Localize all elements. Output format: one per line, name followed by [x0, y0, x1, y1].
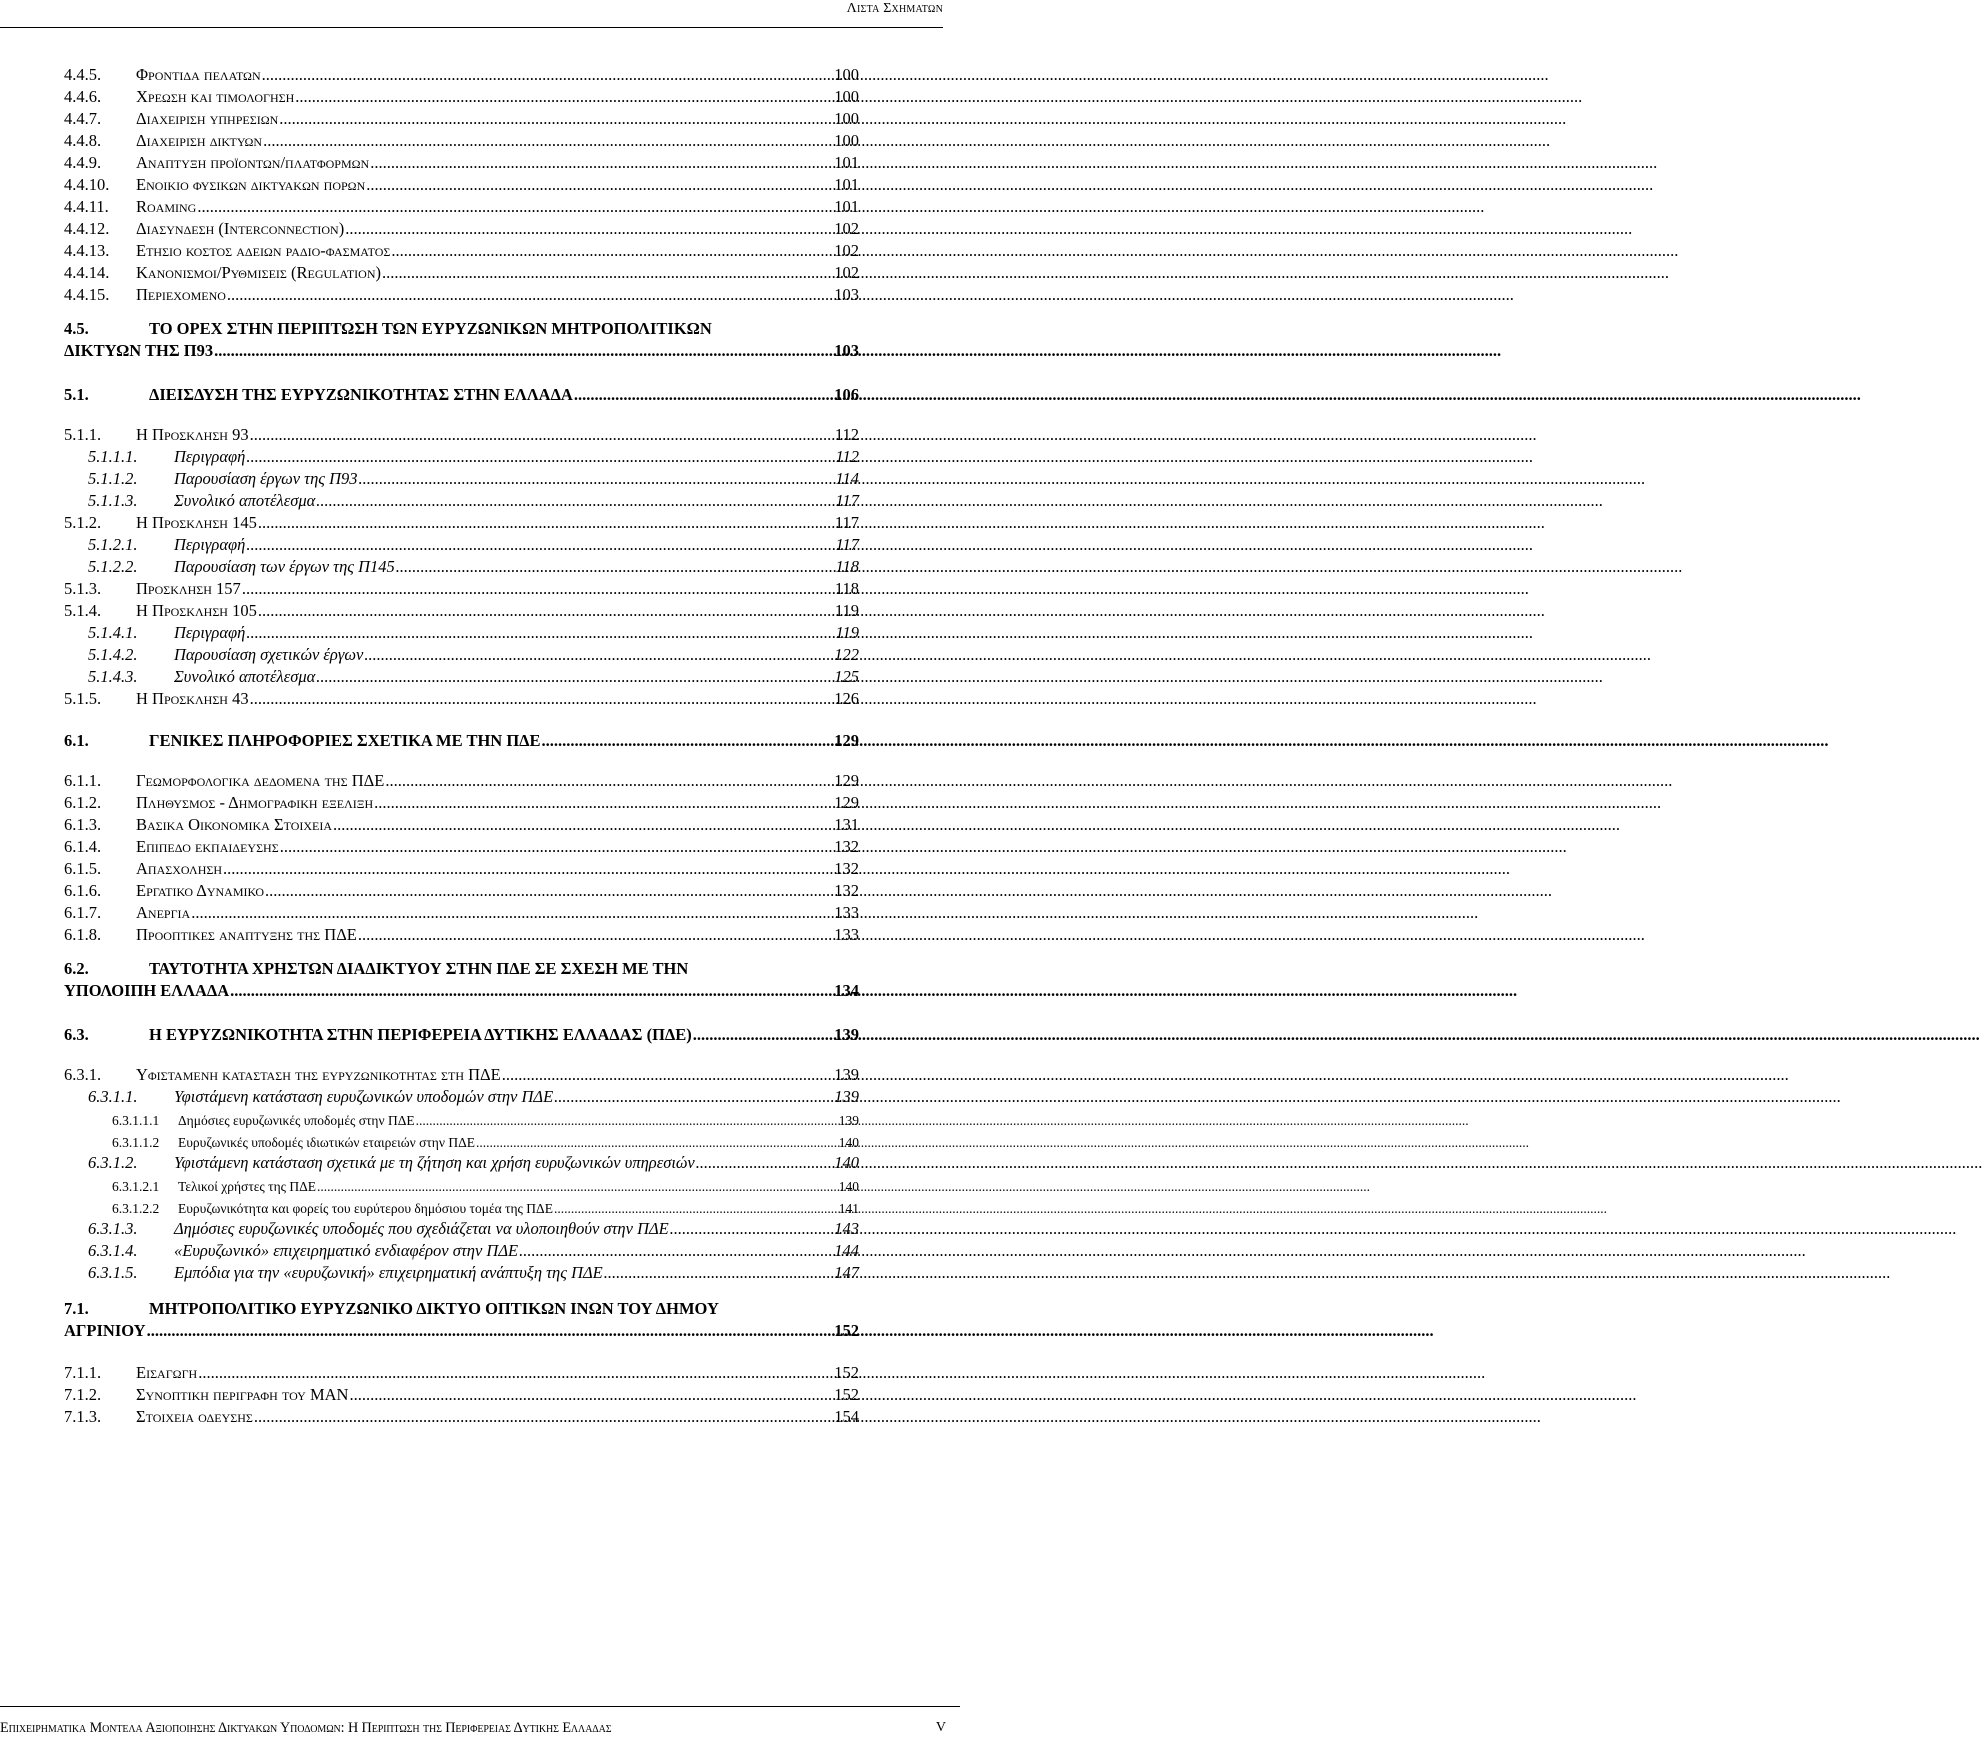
toc-entry-page: 126 [834, 689, 859, 708]
toc-entry[interactable] [64, 195, 859, 217]
toc-entry-title: Περιγραφή [174, 447, 246, 466]
toc-entry-number: 6.1.7. [64, 903, 102, 922]
toc-entry-page: 117 [835, 491, 859, 510]
toc-dot-leader [502, 1065, 834, 1085]
toc-entry-number: 5.1.2.2. [88, 557, 138, 576]
toc-dot-leader [476, 1135, 838, 1151]
toc-entry[interactable] [64, 1063, 859, 1085]
toc-entry-title: Η Προσκληση 43 [136, 689, 249, 708]
toc-entry-number: 7.1. [64, 1299, 89, 1318]
toc-entry-number: 4.4.14. [64, 263, 110, 282]
toc-entry-number: 4.4.12. [64, 219, 110, 238]
toc-dot-leader [333, 815, 833, 835]
toc-dot-leader [280, 837, 834, 857]
toc-entry-page: 141 [838, 1201, 859, 1216]
toc-entry-title: Βασικα Οικονομικα Στοιχεια [136, 815, 333, 834]
toc-entry-title: Περιγραφή [174, 535, 246, 554]
toc-entry-title: Διαχειριση δικτυων [136, 131, 263, 150]
toc-entry[interactable] [64, 957, 859, 979]
toc-entry-title: Συνοπτικη περιγραφη του MAN [136, 1385, 349, 1404]
toc-entry-page: 154 [834, 1407, 859, 1426]
toc-entry-title: Πληθυσμος - Δημογραφικη εξελιξη [136, 793, 374, 812]
toc-entry-title: ΔΙΚΤΥΩΝ ΤΗΣ Π93 [64, 341, 214, 360]
toc-entry-title: ΓΕΝΙΚΕΣ ΠΛΗΡΟΦΟΡΙΕΣ ΣΧΕΤΙΚΑ ΜΕ ΤΗΝ ΠΔΕ [149, 731, 541, 750]
toc-entry-title: Περιγραφή [174, 623, 246, 642]
toc-entry-title: Παρουσίαση των έργων της Π145 [174, 557, 395, 576]
toc-dot-leader [262, 65, 834, 85]
toc-dot-leader [295, 87, 833, 107]
toc-entry-number: 6.3.1.4. [88, 1241, 138, 1260]
toc-entry-title: Δημόσιες ευρυζωνικές υποδομές που σχεδιάζεται να υλοποιηθούν στην ΠΔΕ [174, 1219, 669, 1238]
toc-dot-leader [345, 219, 833, 239]
toc-entry-page: 112 [834, 425, 859, 444]
toc-entry-page: 100 [834, 65, 859, 84]
toc-entry[interactable] [64, 129, 859, 151]
toc-dot-leader [317, 1179, 838, 1195]
toc-entry[interactable] [112, 1129, 859, 1151]
toc-entry-title: Η Προσκληση 105 [136, 601, 257, 620]
toc-entry-title: Ανεργια [136, 903, 191, 922]
toc-entry-title: Περιεχομενο [136, 285, 226, 304]
toc-entry-title: Προοπτικες αναπτυξης της ΠΔΕ [136, 925, 357, 944]
toc-entry[interactable] [64, 173, 859, 195]
toc-entry-page: 129 [834, 731, 859, 750]
toc-dot-leader [382, 263, 833, 283]
toc-entry-title: Επιπεδο εκπαιδευσης [136, 837, 279, 856]
toc-dot-leader [258, 513, 834, 533]
toc-entry-page: 101 [834, 197, 859, 216]
toc-entry-title: Τελικοί χρήστες της ΠΔΕ [178, 1179, 317, 1194]
toc-entry-page: 132 [834, 881, 859, 900]
toc-entry[interactable] [64, 1383, 859, 1405]
toc-entry-number: 5.1.4.1. [88, 623, 138, 642]
toc-entry-page: 129 [834, 793, 859, 812]
toc-entry-title: Roaming [136, 197, 197, 216]
toc-dot-leader [246, 535, 834, 555]
toc-entry[interactable] [64, 511, 859, 533]
toc-dot-leader [250, 689, 834, 709]
toc-dot-leader [604, 1263, 834, 1283]
toc-entry[interactable] [64, 261, 859, 283]
toc-dot-leader [359, 469, 835, 489]
toc-entry-page: 117 [835, 535, 859, 554]
toc-entry-number: 6.1.4. [64, 837, 102, 856]
toc-entry-number: 5.1.4. [64, 601, 102, 620]
toc-entry-number: 4.4.15. [64, 285, 110, 304]
toc-entry[interactable] [88, 1261, 859, 1283]
toc-entry-page: 100 [834, 109, 859, 128]
toc-entry-number: 5.1.1. [64, 425, 102, 444]
toc-entry-page: 152 [834, 1385, 859, 1404]
toc-entry-number: 6.3.1.2.1 [112, 1179, 160, 1194]
toc-entry[interactable] [112, 1195, 859, 1217]
toc-entry[interactable] [112, 1173, 859, 1195]
toc-entry-page: 125 [834, 667, 859, 686]
toc-dot-leader [246, 447, 834, 467]
toc-entry-page: 100 [834, 87, 859, 106]
toc-entry-number: 6.3.1.3. [88, 1219, 138, 1238]
toc-entry[interactable] [64, 217, 859, 239]
toc-entry-number: 5.1.4.3. [88, 667, 138, 686]
toc-entry[interactable] [88, 665, 859, 687]
toc-entry-number: 6.3.1.2.2 [112, 1201, 160, 1216]
toc-entry-page: 118 [835, 557, 859, 576]
toc-entry-page: 119 [835, 623, 859, 642]
toc-entry-number: 6.3. [64, 1025, 89, 1044]
toc-entry-page: 114 [835, 469, 859, 488]
toc-entry-number: 4.5. [64, 319, 89, 338]
toc-entry-page: 140 [838, 1135, 859, 1150]
toc-entry[interactable] [88, 445, 859, 467]
toc-entry-page: 102 [834, 219, 859, 238]
toc-entry-title: Παρουσίαση σχετικών έργων [174, 645, 364, 664]
toc-entry-page: 102 [834, 263, 859, 282]
toc-dot-leader [385, 771, 833, 791]
toc-entry[interactable] [64, 1405, 859, 1427]
toc-entry[interactable] [112, 1107, 859, 1129]
toc-entry-number: 5.1.1.2. [88, 469, 138, 488]
toc-dot-leader [670, 1219, 834, 1239]
toc-entry-number: 4.4.13. [64, 241, 110, 260]
toc-entry[interactable] [64, 577, 859, 599]
toc-entry-page: 132 [834, 837, 859, 856]
toc-entry[interactable] [64, 239, 859, 261]
toc-entry-number: 6.1.5. [64, 859, 102, 878]
header-title: Λιστα Σχηματων [846, 1, 943, 16]
toc-dot-leader [263, 131, 833, 151]
toc-entry-number: 6.3.1.1. [88, 1087, 138, 1106]
toc-entry[interactable] [64, 979, 859, 1001]
toc-dot-leader [265, 881, 833, 901]
toc-entry[interactable] [64, 423, 859, 445]
toc-dot-leader [519, 1241, 833, 1261]
toc-entry-page: 139 [834, 1025, 859, 1044]
toc-entry-page: 131 [834, 815, 859, 834]
toc-dot-leader [316, 491, 834, 511]
toc-entry[interactable] [88, 489, 859, 511]
toc-entry-number: 5.1.3. [64, 579, 102, 598]
toc-entry-page: 133 [834, 925, 859, 944]
toc-dot-leader [554, 1087, 833, 1107]
toc-dot-leader [693, 1025, 833, 1045]
toc-entry-number: 4.4.11. [64, 197, 109, 216]
toc-entry[interactable] [64, 339, 859, 361]
toc-entry-page: 129 [834, 771, 859, 790]
toc-entry-page: 132 [834, 859, 859, 878]
toc-entry-page: 143 [834, 1219, 859, 1238]
toc-entry-number: 5.1.5. [64, 689, 102, 708]
toc-dot-leader [197, 197, 833, 217]
toc-dot-leader [358, 925, 833, 945]
toc-entry-page: 139 [838, 1113, 859, 1128]
toc-entry-number: 5.1. [64, 385, 89, 404]
toc-entry-number: 7.1.1. [64, 1363, 102, 1382]
toc-entry-title: ΑΓΡΙΝΙΟΥ [64, 1321, 146, 1340]
toc-entry[interactable] [64, 835, 859, 857]
toc-dot-leader [147, 1321, 834, 1341]
toc-dot-leader [391, 241, 833, 261]
toc-entry[interactable] [64, 1023, 859, 1045]
toc-entry[interactable] [88, 555, 859, 577]
toc-entry-title: Η Προσκληση 93 [136, 425, 249, 444]
footer-page-number: V [935, 1720, 946, 1735]
toc-entry-number: 4.4.5. [64, 65, 102, 84]
toc-entry-title: Διασυνδεση (Interconnection) [136, 219, 345, 238]
toc-entry-title: Συνολικό αποτέλεσμα [174, 491, 316, 510]
toc-entry-number: 6.3.1. [64, 1065, 102, 1084]
toc-dot-leader [191, 903, 833, 923]
toc-entry[interactable] [64, 879, 859, 901]
toc-entry[interactable] [64, 1361, 859, 1383]
toc-entry[interactable] [64, 151, 859, 173]
toc-dot-leader [396, 557, 835, 577]
toc-entry[interactable] [64, 85, 859, 107]
toc-entry-page: 102 [834, 241, 859, 260]
toc-entry[interactable] [88, 621, 859, 643]
toc-entry-title: Χρεωση και τιμολογηση [136, 87, 295, 106]
toc-entry-number: 6.3.1.2. [88, 1153, 138, 1172]
toc-entry-page: 106 [834, 385, 859, 404]
toc-dot-leader [223, 859, 833, 879]
toc-entry-title: Συνολικό αποτέλεσμα [174, 667, 316, 686]
toc-entry[interactable] [88, 1151, 859, 1173]
toc-entry-title: Ετησιο κοστος αδειων ραδιο-φασματος [136, 241, 391, 260]
toc-entry-page: 144 [834, 1241, 859, 1260]
toc-entry[interactable] [88, 467, 859, 489]
toc-entry-number: 5.1.1.3. [88, 491, 138, 510]
toc-entry-title: Εμπόδια για την «ευρυζωνική» επιχειρηματική ανάπτυξη της ΠΔΕ [174, 1263, 603, 1282]
toc-entry-title: Δημόσιες ευρυζωνικές υποδομές στην ΠΔΕ [178, 1113, 415, 1128]
toc-entry-number: 7.1.3. [64, 1407, 102, 1426]
toc-dot-leader [254, 1407, 833, 1427]
toc-entry-number: 6.1.2. [64, 793, 102, 812]
toc-entry-number: 5.1.2. [64, 513, 102, 532]
toc-entry[interactable] [88, 533, 859, 555]
toc-entry-title: «Ευρυζωνικό» επιχειρηματικό ενδιαφέρον στην ΠΔΕ [174, 1241, 519, 1260]
toc-dot-leader [554, 1201, 838, 1217]
toc-entry-number: 5.1.2.1. [88, 535, 138, 554]
toc-entry-title: Προσκληση 157 [136, 579, 241, 598]
toc-entry-title: ΔΙΕΙΣΔΥΣΗ ΤΗΣ ΕΥΡΥΖΩΝΙΚΟΤΗΤΑΣ ΣΤΗΝ ΕΛΛΑΔΑ [149, 385, 573, 404]
toc-entry[interactable] [88, 1239, 859, 1261]
toc-entry-title: Η ΕΥΡΥΖΩΝΙΚΟΤΗΤΑ ΣΤΗΝ ΠΕΡΙΦΕΡΕΙΑ ΔΥΤΙΚΗΣ ΕΛΛΑΔΑΣ (ΠΔΕ) [149, 1025, 692, 1044]
toc-entry[interactable] [64, 1297, 859, 1319]
toc-dot-leader [364, 645, 833, 665]
toc-entry[interactable] [64, 857, 859, 879]
toc-entry[interactable] [64, 63, 859, 85]
toc-entry-number: 6.3.1.5. [88, 1263, 138, 1282]
toc-dot-leader [230, 981, 833, 1001]
toc-dot-leader [227, 285, 833, 305]
toc-entry[interactable] [64, 729, 859, 751]
toc-dot-leader [198, 1363, 833, 1383]
toc-entry[interactable] [88, 1217, 859, 1239]
toc-entry-page: 117 [834, 513, 859, 532]
toc-entry-page: 139 [834, 1087, 859, 1106]
toc-entry-page: 100 [834, 131, 859, 150]
footer-title: Επιχειρηματικα Μοντελα Αξιοποιησης Δικτυακων Υποδομων: Η Περιπτωση της Περιφερειας Δυτικης Ελλαδας [0, 1720, 612, 1736]
toc-entry-page: 112 [835, 447, 859, 466]
toc-entry-number: 6.1.3. [64, 815, 102, 834]
toc-dot-leader [214, 341, 833, 361]
toc-entry[interactable] [64, 1319, 859, 1341]
toc-entry-page: 140 [838, 1179, 859, 1194]
toc-dot-leader [574, 385, 833, 405]
toc-entry[interactable] [64, 599, 859, 621]
toc-entry-title: Υφισταμενη καταστασh της ευρυζωνικοτητας στη ΠΔΕ [136, 1065, 501, 1084]
toc-entry-number: 4.4.8. [64, 131, 102, 150]
toc-dot-leader [316, 667, 833, 687]
toc-entry-title: Η Προσκληση 145 [136, 513, 257, 532]
toc-entry-page: 133 [834, 903, 859, 922]
toc-entry-title: Κανονισμοι/Ρυθμισεις (Regulation) [136, 263, 381, 282]
toc-entry-title: ΥΠΟΛΟΙΠΗ ΕΛΛΑΔΑ [64, 981, 230, 1000]
toc-entry-page: 101 [834, 153, 859, 172]
toc-entry-number: 4.4.7. [64, 109, 102, 128]
toc-entry-page: 118 [834, 579, 859, 598]
toc-entry-number: 7.1.2. [64, 1385, 102, 1404]
toc-entry-title: Φροντιδα πελατων [136, 65, 261, 84]
toc-entry-page: 134 [834, 981, 859, 1000]
toc-entry-number: 6.1.1. [64, 771, 102, 790]
toc-entry-title: Εισαγωγη [136, 1363, 198, 1382]
toc-entry-title: ΤΟ ΟΡΕΧ ΣΤΗΝ ΠΕΡΙΠΤΩΣΗ ΤΩΝ ΕΥΡΥΖΩΝΙΚΩΝ ΜΗΤΡΟΠΟΛΙΤΙΚΩΝ [149, 319, 712, 338]
toc-entry[interactable] [64, 107, 859, 129]
toc-entry[interactable] [64, 317, 859, 339]
toc-dot-leader [258, 601, 834, 621]
toc-dot-leader [246, 623, 834, 643]
toc-entry-page: 119 [834, 601, 859, 620]
toc-dot-leader [416, 1113, 838, 1129]
toc-entry[interactable] [64, 383, 859, 405]
toc-entry-title: Παρουσίαση έργων της Π93 [174, 469, 358, 488]
page-footer [0, 1706, 960, 1741]
toc-dot-leader [542, 731, 834, 751]
toc-entry-title: ΤΑΥΤΟΤΗΤΑ ΧΡΗΣΤΩΝ ΔΙΑΔΙΚΤΥΟΥ ΣΤΗΝ ΠΔΕ ΣΕ ΣΧΕΣΗ ΜΕ ΤΗΝ [149, 959, 689, 978]
toc-entry-title: Διαχειριση υπηρεσιων [136, 109, 279, 128]
toc-entry-title: Εργατικο Δυναμικο [136, 881, 265, 900]
toc-entry-number: 6.1. [64, 731, 89, 750]
toc-entry-page: 140 [834, 1153, 859, 1172]
toc-entry[interactable] [64, 791, 859, 813]
toc-entry-title: Ενοικιο φυσικων δικτυακων πορων [136, 175, 366, 194]
toc-entry-page: 147 [834, 1263, 859, 1282]
toc-entry-title: Αναπτυξη προϊοντων/πλατφορμων [136, 153, 370, 172]
toc-entry-page: 122 [834, 645, 859, 664]
toc-entry-title: Υφιστάμενη κατάσταση σχετικά με τη ζήτηση και χρήση ευρυζωνικών υπηρεσιών [174, 1153, 695, 1172]
toc-entry[interactable] [64, 769, 859, 791]
toc-entry-number: 6.3.1.1.2 [112, 1135, 160, 1150]
toc-entry-number: 6.2. [64, 959, 89, 978]
toc-entry-number: 4.4.6. [64, 87, 102, 106]
toc-entry-page: 101 [834, 175, 859, 194]
toc-entry-number: 5.1.1.1. [88, 447, 138, 466]
toc-dot-leader [250, 425, 834, 445]
toc-entry[interactable] [64, 687, 859, 709]
toc-dot-leader [696, 1153, 834, 1173]
toc-entry-page: 152 [834, 1363, 859, 1382]
toc-dot-leader [374, 793, 833, 813]
toc-entry[interactable] [64, 923, 859, 945]
toc-entry-number: 6.1.8. [64, 925, 102, 944]
toc-entry-title: Γεωμορφολογικα δεδομενα της ΠΔΕ [136, 771, 385, 790]
toc-entry-title: Απασχοληση [136, 859, 223, 878]
toc-entry[interactable] [88, 1085, 859, 1107]
toc-entry-title: Ευρυζωνικότητα και φορείς του ευρύτερου δημόσιου τομέα της ΠΔΕ [178, 1201, 553, 1216]
toc-entry[interactable] [64, 813, 859, 835]
toc-entry-number: 6.3.1.1.1 [112, 1113, 160, 1128]
toc-entry-title: Ευρυζωνικές υποδομές ιδιωτικών εταιρειών στην ΠΔΕ [178, 1135, 475, 1150]
toc-entry-title: Υφιστάμενη κατάσταση ευρυζωνικών υποδομών στην ΠΔΕ [174, 1087, 554, 1106]
toc-dot-leader [366, 175, 833, 195]
toc-entry-title: Στοιχεια οδευσης [136, 1407, 253, 1426]
toc-entry[interactable] [64, 901, 859, 923]
toc-dot-leader [279, 109, 833, 129]
toc-entry[interactable] [88, 643, 859, 665]
toc-dot-leader [349, 1385, 833, 1405]
toc-entry-page: 103 [834, 285, 859, 304]
toc-dot-leader [242, 579, 834, 599]
toc-entry[interactable] [64, 283, 859, 305]
toc-entry-number: 6.1.6. [64, 881, 102, 900]
toc-entry-number: 5.1.4.2. [88, 645, 138, 664]
toc-entry-page: 152 [834, 1321, 859, 1340]
toc-entry-number: 4.4.10. [64, 175, 110, 194]
page-header [0, 0, 943, 28]
toc-entry-number: 4.4.9. [64, 153, 102, 172]
toc-entry-page: 139 [834, 1065, 859, 1084]
toc-dot-leader [370, 153, 833, 173]
toc-entry-page: 103 [834, 341, 859, 360]
toc-entry-title: ΜΗΤΡΟΠΟΛΙΤΙΚΟ ΕΥΡΥΖΩΝΙΚΟ ΔΙΚΤΥΟ ΟΠΤΙΚΩΝ ΙΝΩΝ ΤΟΥ ΔΗΜΟΥ [149, 1299, 719, 1318]
